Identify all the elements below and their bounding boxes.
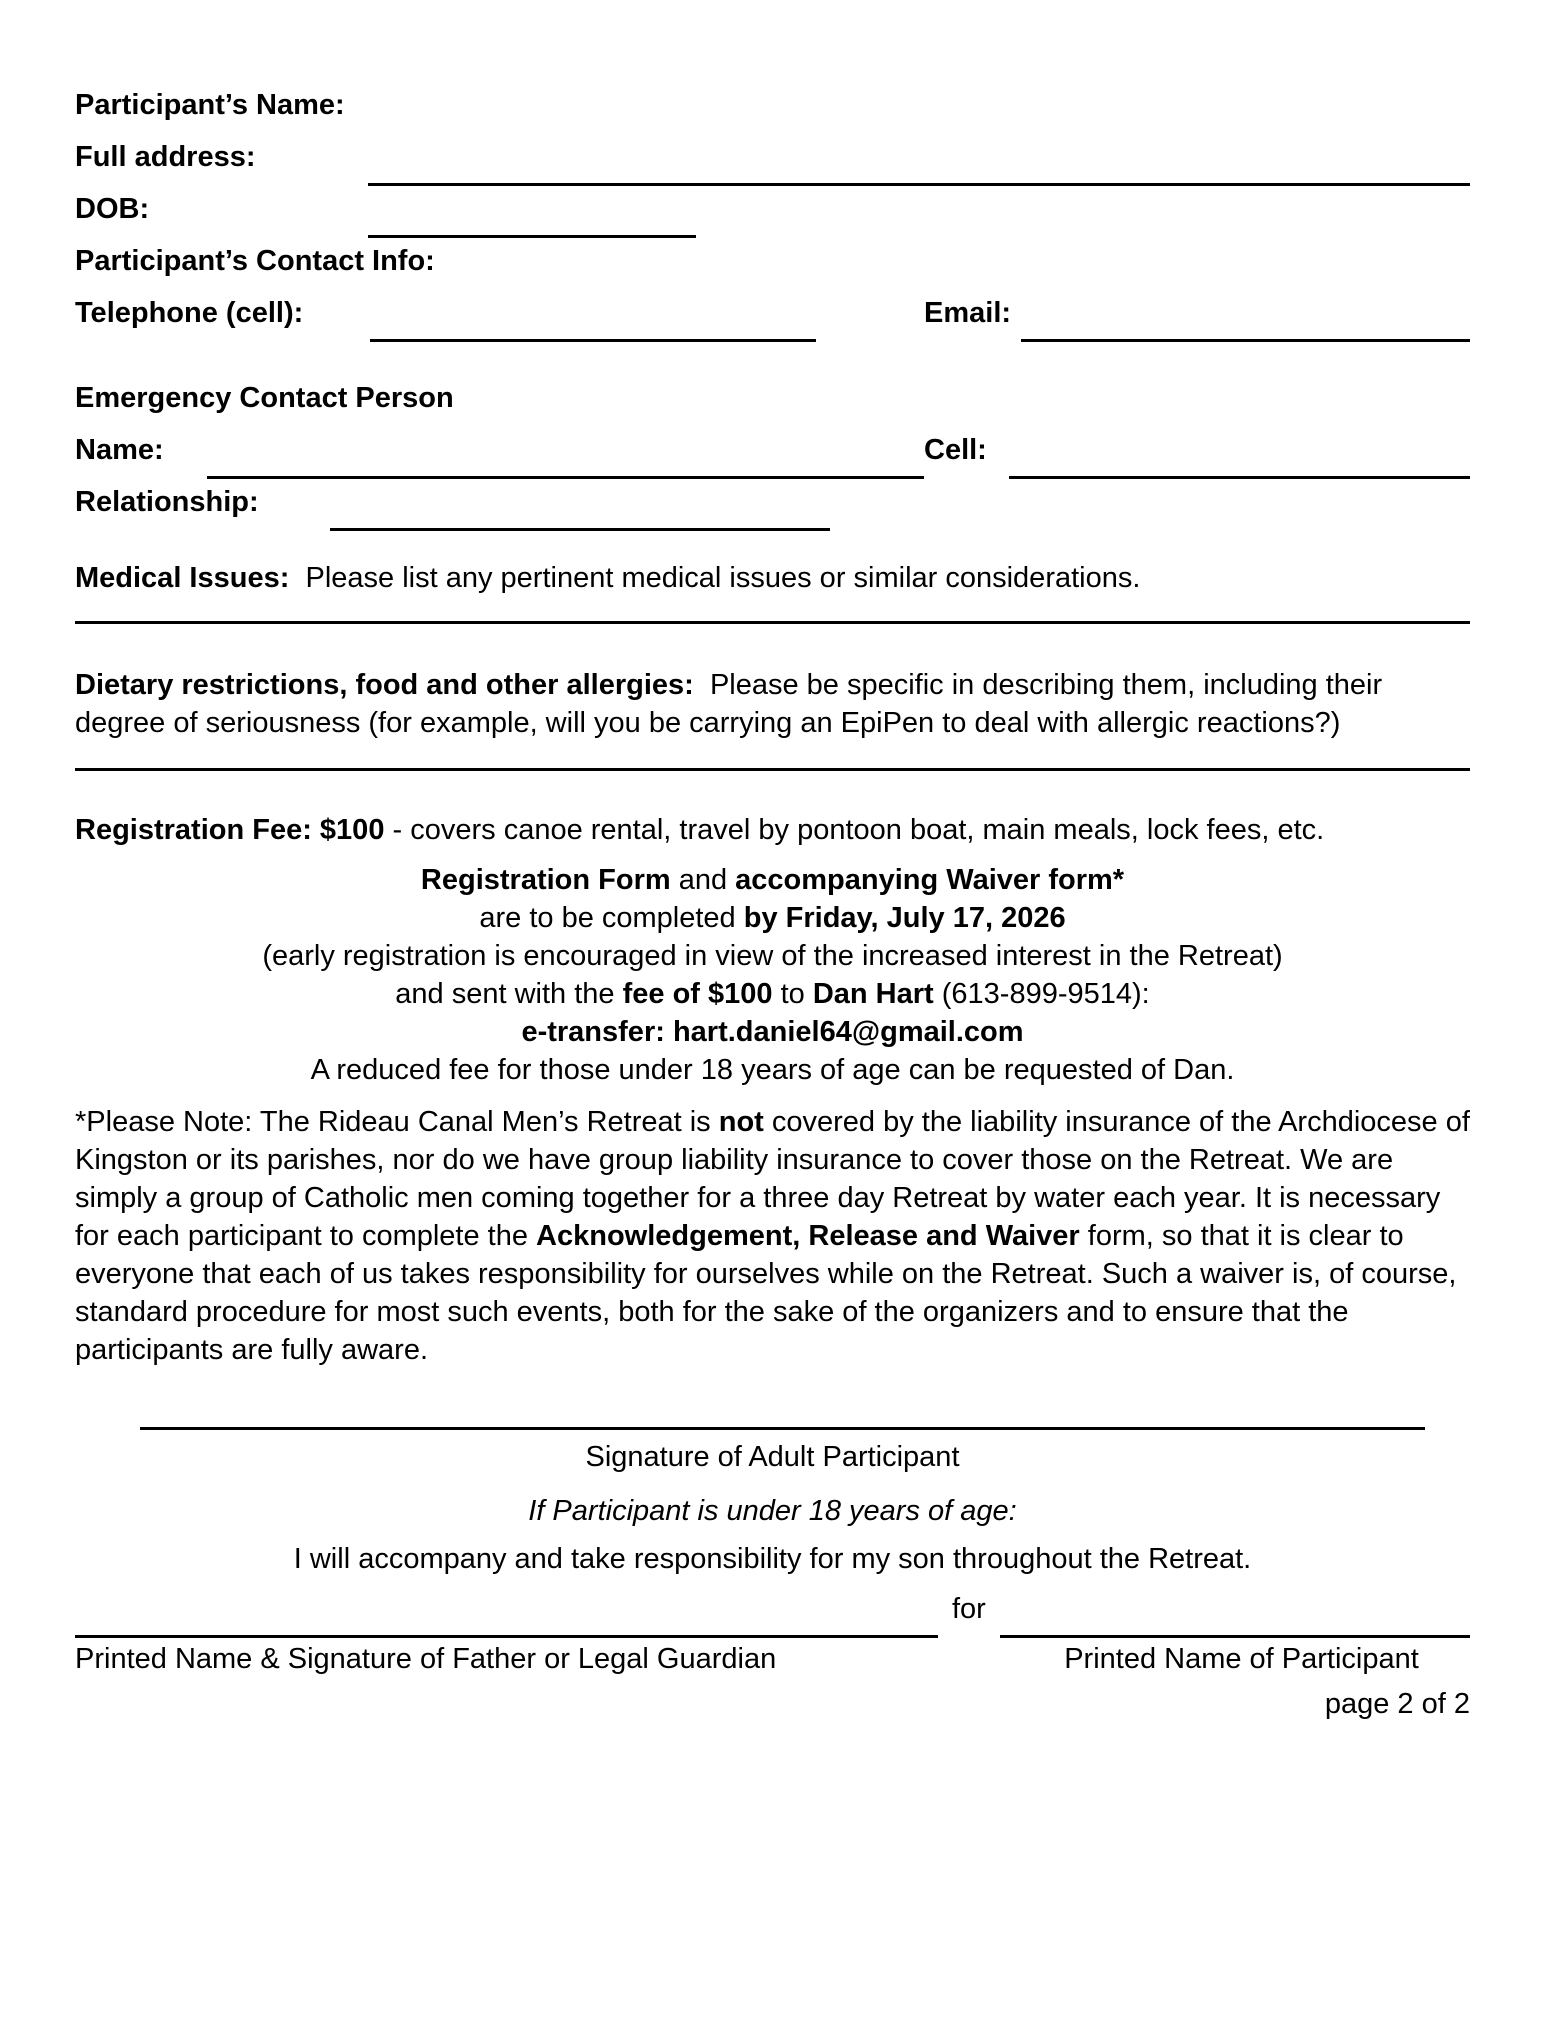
under18-statement: I will accompany and take responsibility for my son throughout the Retreat. (293, 1543, 1252, 1575)
full-address-row (75, 138, 1470, 176)
telephone-field[interactable] (370, 304, 816, 342)
emergency-contact-header-row (75, 379, 1470, 417)
dietary-field[interactable] (75, 768, 1470, 771)
dob-label: DOB: (75, 193, 150, 225)
signature-captions-row (75, 1640, 1470, 1678)
emergency-name-cell-row (75, 431, 1470, 469)
adult-signature-label: Signature of Adult Participant (585, 1441, 960, 1473)
registration-instruction-line: are to be completed by Friday, July 17, 2026 (479, 902, 1066, 934)
email-label: Email: (924, 297, 1012, 329)
emergency-contact-header: Emergency Contact Person (75, 382, 454, 414)
telephone-email-row (75, 294, 1470, 332)
registration-instruction-line: and sent with the fee of $100 to Dan Hart (613-899-9514): (395, 978, 1150, 1010)
guardian-signature-row (75, 1590, 1470, 1628)
page-number: page 2 of 2 (1324, 1688, 1470, 1720)
guardian-signature-label: Printed Name & Signature of Father or Legal Guardian (75, 1643, 777, 1675)
adult-signature-field[interactable] (140, 1427, 1425, 1430)
full-address-field[interactable] (368, 148, 1470, 186)
relationship-row (75, 483, 1470, 521)
emergency-name-field[interactable] (207, 441, 924, 479)
dob-row (75, 190, 1470, 228)
contact-info-label: Participant’s Contact Info: (75, 245, 435, 277)
relationship-field[interactable] (330, 493, 830, 531)
emergency-cell-label: Cell: (924, 434, 987, 466)
participant-name-row (75, 86, 1470, 124)
dob-field[interactable] (368, 200, 696, 238)
registration-instructions (75, 861, 1470, 1089)
emergency-name-label: Name: (75, 434, 164, 466)
under18-heading: If Participant is under 18 years of age: (528, 1495, 1017, 1527)
registration-instruction-line: e-transfer: hart.daniel64@gmail.com (521, 1016, 1024, 1048)
for-label: for (952, 1593, 986, 1625)
email-field[interactable] (1021, 304, 1470, 342)
guardian-signature-field[interactable] (75, 1635, 938, 1638)
relationship-label: Relationship: (75, 486, 259, 518)
participant-name-field[interactable] (1000, 1635, 1470, 1638)
contact-info-row (75, 242, 1470, 280)
participant-name-caption: Printed Name of Participant (1064, 1643, 1419, 1675)
telephone-label: Telephone (cell): (75, 297, 304, 329)
dietary-text: Dietary restrictions, food and other allergies: Please be specific in describing them, including their degree of seriousness (for example, will you be carrying an EpiPen to deal with allergic reactions?) (75, 669, 1383, 739)
liability-note: *Please Note: The Rideau Canal Men’s Retreat is not covered by the liability insurance of the Archdiocese of Kingston or its parishes, nor do we have group liability insurance to cover those on the Retreat. We are simply a group of Catholic men coming together for a three day Retreat by water each year. It is necessary for each participant to complete the Acknowledgement, Release and Waiver form, so that it is clear to everyone that each of us takes responsibility for ourselves while on the Retreat. Such a waiver is, of course, standard procedure for most such events, both for the sake of the organizers and to ensure that the participants are fully aware. (75, 1106, 1470, 1366)
medical-issues-text: Medical Issues: Please list any pertinent medical issues or similar considerations. (75, 562, 1141, 594)
registration-fee-text: Registration Fee: $100 - covers canoe rental, travel by pontoon boat, main meals, lock fees, etc. (75, 814, 1325, 846)
participant-name-label: Participant’s Name: (75, 89, 345, 121)
full-address-label: Full address: (75, 141, 256, 173)
registration-instruction-line: Registration Form and accompanying Waiver form* (420, 864, 1125, 896)
emergency-cell-field[interactable] (1009, 441, 1470, 479)
registration-instruction-line: (early registration is encouraged in view of the increased interest in the Retreat) (262, 940, 1283, 972)
registration-instruction-line: A reduced fee for those under 18 years of age can be requested of Dan. (310, 1054, 1235, 1086)
medical-issues-field[interactable] (75, 621, 1470, 624)
